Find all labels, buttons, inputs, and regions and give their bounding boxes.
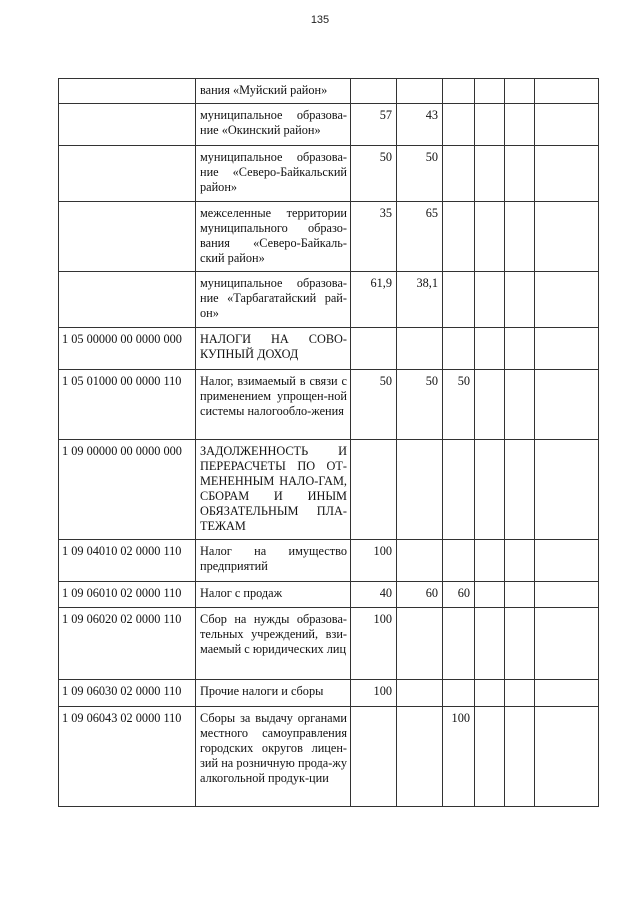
- row-value-3: [443, 328, 475, 370]
- row-value-2: [397, 608, 443, 680]
- table-row: [59, 202, 599, 272]
- page-number: 135: [310, 14, 330, 26]
- row-value-4: [475, 370, 505, 440]
- row-name: Прочие налоги и сборы: [196, 680, 351, 707]
- row-value-5: [505, 272, 535, 328]
- row-code: 1 05 00000 00 0000 000: [59, 328, 196, 370]
- row-code: 1 09 06020 02 0000 110: [59, 608, 196, 680]
- row-code: 1 09 06030 02 0000 110: [59, 680, 196, 707]
- row-value-3: [443, 146, 475, 202]
- row-code: [59, 79, 196, 104]
- row-value-1: 35: [351, 202, 397, 272]
- row-value-3: [443, 540, 475, 582]
- row-value-4: [475, 146, 505, 202]
- row-value-3: [443, 104, 475, 146]
- row-value-2: 50: [397, 146, 443, 202]
- row-value-4: [475, 104, 505, 146]
- row-value-5: [505, 328, 535, 370]
- row-code: 1 09 06043 02 0000 110: [59, 707, 196, 807]
- row-code: [59, 272, 196, 328]
- row-value-3: [443, 680, 475, 707]
- row-name: Сборы за выдачу органами местного самоуправления городских округов лицен-зий на розничную прода-жу алкогольной продук-ции: [196, 707, 351, 807]
- row-value-6: [535, 440, 599, 540]
- row-code: [59, 104, 196, 146]
- row-value-6: [535, 707, 599, 807]
- row-value-1: 100: [351, 540, 397, 582]
- table-row: [59, 79, 599, 104]
- row-value-2: [397, 707, 443, 807]
- table-row: [59, 680, 599, 707]
- row-value-1: 61,9: [351, 272, 397, 328]
- row-value-2: 43: [397, 104, 443, 146]
- table-row: [59, 272, 599, 328]
- row-name: Сбор на нужды образова-тельных учреждений, взи-маемый с юридических лиц: [196, 608, 351, 680]
- table-row: [59, 328, 599, 370]
- row-value-1: 40: [351, 582, 397, 608]
- row-value-4: [475, 328, 505, 370]
- row-value-1: 50: [351, 146, 397, 202]
- row-value-4: [475, 272, 505, 328]
- row-value-6: [535, 272, 599, 328]
- row-code: 1 09 00000 00 0000 000: [59, 440, 196, 540]
- row-value-1: [351, 707, 397, 807]
- row-value-4: [475, 608, 505, 680]
- row-name: вания «Муйский район»: [196, 79, 351, 104]
- row-name: ЗАДОЛЖЕННОСТЬ И ПЕРЕРАСЧЕТЫ ПО ОТ-МЕНЕННЫМ НАЛО-ГАМ, СБОРАМ И ИНЫМ ОБЯЗАТЕЛЬНЫМ ПЛА-ТЕЖАМ: [196, 440, 351, 540]
- row-value-2: [397, 79, 443, 104]
- row-value-5: [505, 202, 535, 272]
- table-row: [59, 104, 599, 146]
- row-value-5: [505, 370, 535, 440]
- row-value-6: [535, 370, 599, 440]
- row-name: Налог, взимаемый в связи с применением упрощен-ной системы налогообло-жения: [196, 370, 351, 440]
- row-name: Налог с продаж: [196, 582, 351, 608]
- row-value-2: [397, 440, 443, 540]
- row-value-5: [505, 707, 535, 807]
- row-value-2: 38,1: [397, 272, 443, 328]
- row-value-4: [475, 202, 505, 272]
- table-row: [59, 707, 599, 807]
- row-value-6: [535, 582, 599, 608]
- row-code: 1 05 01000 00 0000 110: [59, 370, 196, 440]
- table-row: [59, 440, 599, 540]
- table-row: [59, 370, 599, 440]
- table-row: [59, 146, 599, 202]
- revenue-distribution-table: [58, 78, 599, 807]
- row-value-2: 60: [397, 582, 443, 608]
- table-row: [59, 540, 599, 582]
- row-value-4: [475, 707, 505, 807]
- row-value-6: [535, 608, 599, 680]
- row-value-3: [443, 202, 475, 272]
- row-value-3: [443, 79, 475, 104]
- row-value-1: 100: [351, 680, 397, 707]
- row-value-5: [505, 608, 535, 680]
- row-value-6: [535, 540, 599, 582]
- row-value-1: [351, 79, 397, 104]
- row-value-1: [351, 328, 397, 370]
- row-value-6: [535, 680, 599, 707]
- row-value-5: [505, 540, 535, 582]
- row-code: [59, 202, 196, 272]
- row-value-5: [505, 104, 535, 146]
- row-code: 1 09 06010 02 0000 110: [59, 582, 196, 608]
- row-name: муниципальное образова-ние «Окинский район»: [196, 104, 351, 146]
- row-value-3: [443, 272, 475, 328]
- row-value-6: [535, 79, 599, 104]
- row-value-1: 100: [351, 608, 397, 680]
- row-value-5: [505, 680, 535, 707]
- row-value-6: [535, 328, 599, 370]
- row-value-5: [505, 582, 535, 608]
- row-value-4: [475, 582, 505, 608]
- row-name: муниципальное образова-ние «Северо-Байкальский район»: [196, 146, 351, 202]
- row-value-5: [505, 79, 535, 104]
- row-value-1: [351, 440, 397, 540]
- row-value-4: [475, 440, 505, 540]
- row-code: [59, 146, 196, 202]
- row-value-2: [397, 540, 443, 582]
- row-value-4: [475, 540, 505, 582]
- row-value-4: [475, 680, 505, 707]
- row-value-3: [443, 608, 475, 680]
- row-value-3: 100: [443, 707, 475, 807]
- row-value-1: 50: [351, 370, 397, 440]
- row-name: межселенные территории муниципального образо-вания «Северо-Байкаль-ский район»: [196, 202, 351, 272]
- row-value-6: [535, 202, 599, 272]
- row-value-6: [535, 146, 599, 202]
- row-value-1: 57: [351, 104, 397, 146]
- row-value-2: 65: [397, 202, 443, 272]
- row-value-3: 60: [443, 582, 475, 608]
- row-name: Налог на имущество предприятий: [196, 540, 351, 582]
- row-code: 1 09 04010 02 0000 110: [59, 540, 196, 582]
- row-name: НАЛОГИ НА СОВО-КУПНЫЙ ДОХОД: [196, 328, 351, 370]
- row-value-2: [397, 680, 443, 707]
- row-value-4: [475, 79, 505, 104]
- row-name: муниципальное образова-ние «Тарбагатайский рай-он»: [196, 272, 351, 328]
- row-value-5: [505, 440, 535, 540]
- row-value-6: [535, 104, 599, 146]
- row-value-2: 50: [397, 370, 443, 440]
- row-value-3: 50: [443, 370, 475, 440]
- row-value-5: [505, 146, 535, 202]
- table-row: [59, 582, 599, 608]
- row-value-3: [443, 440, 475, 540]
- row-value-2: [397, 328, 443, 370]
- table-row: [59, 608, 599, 680]
